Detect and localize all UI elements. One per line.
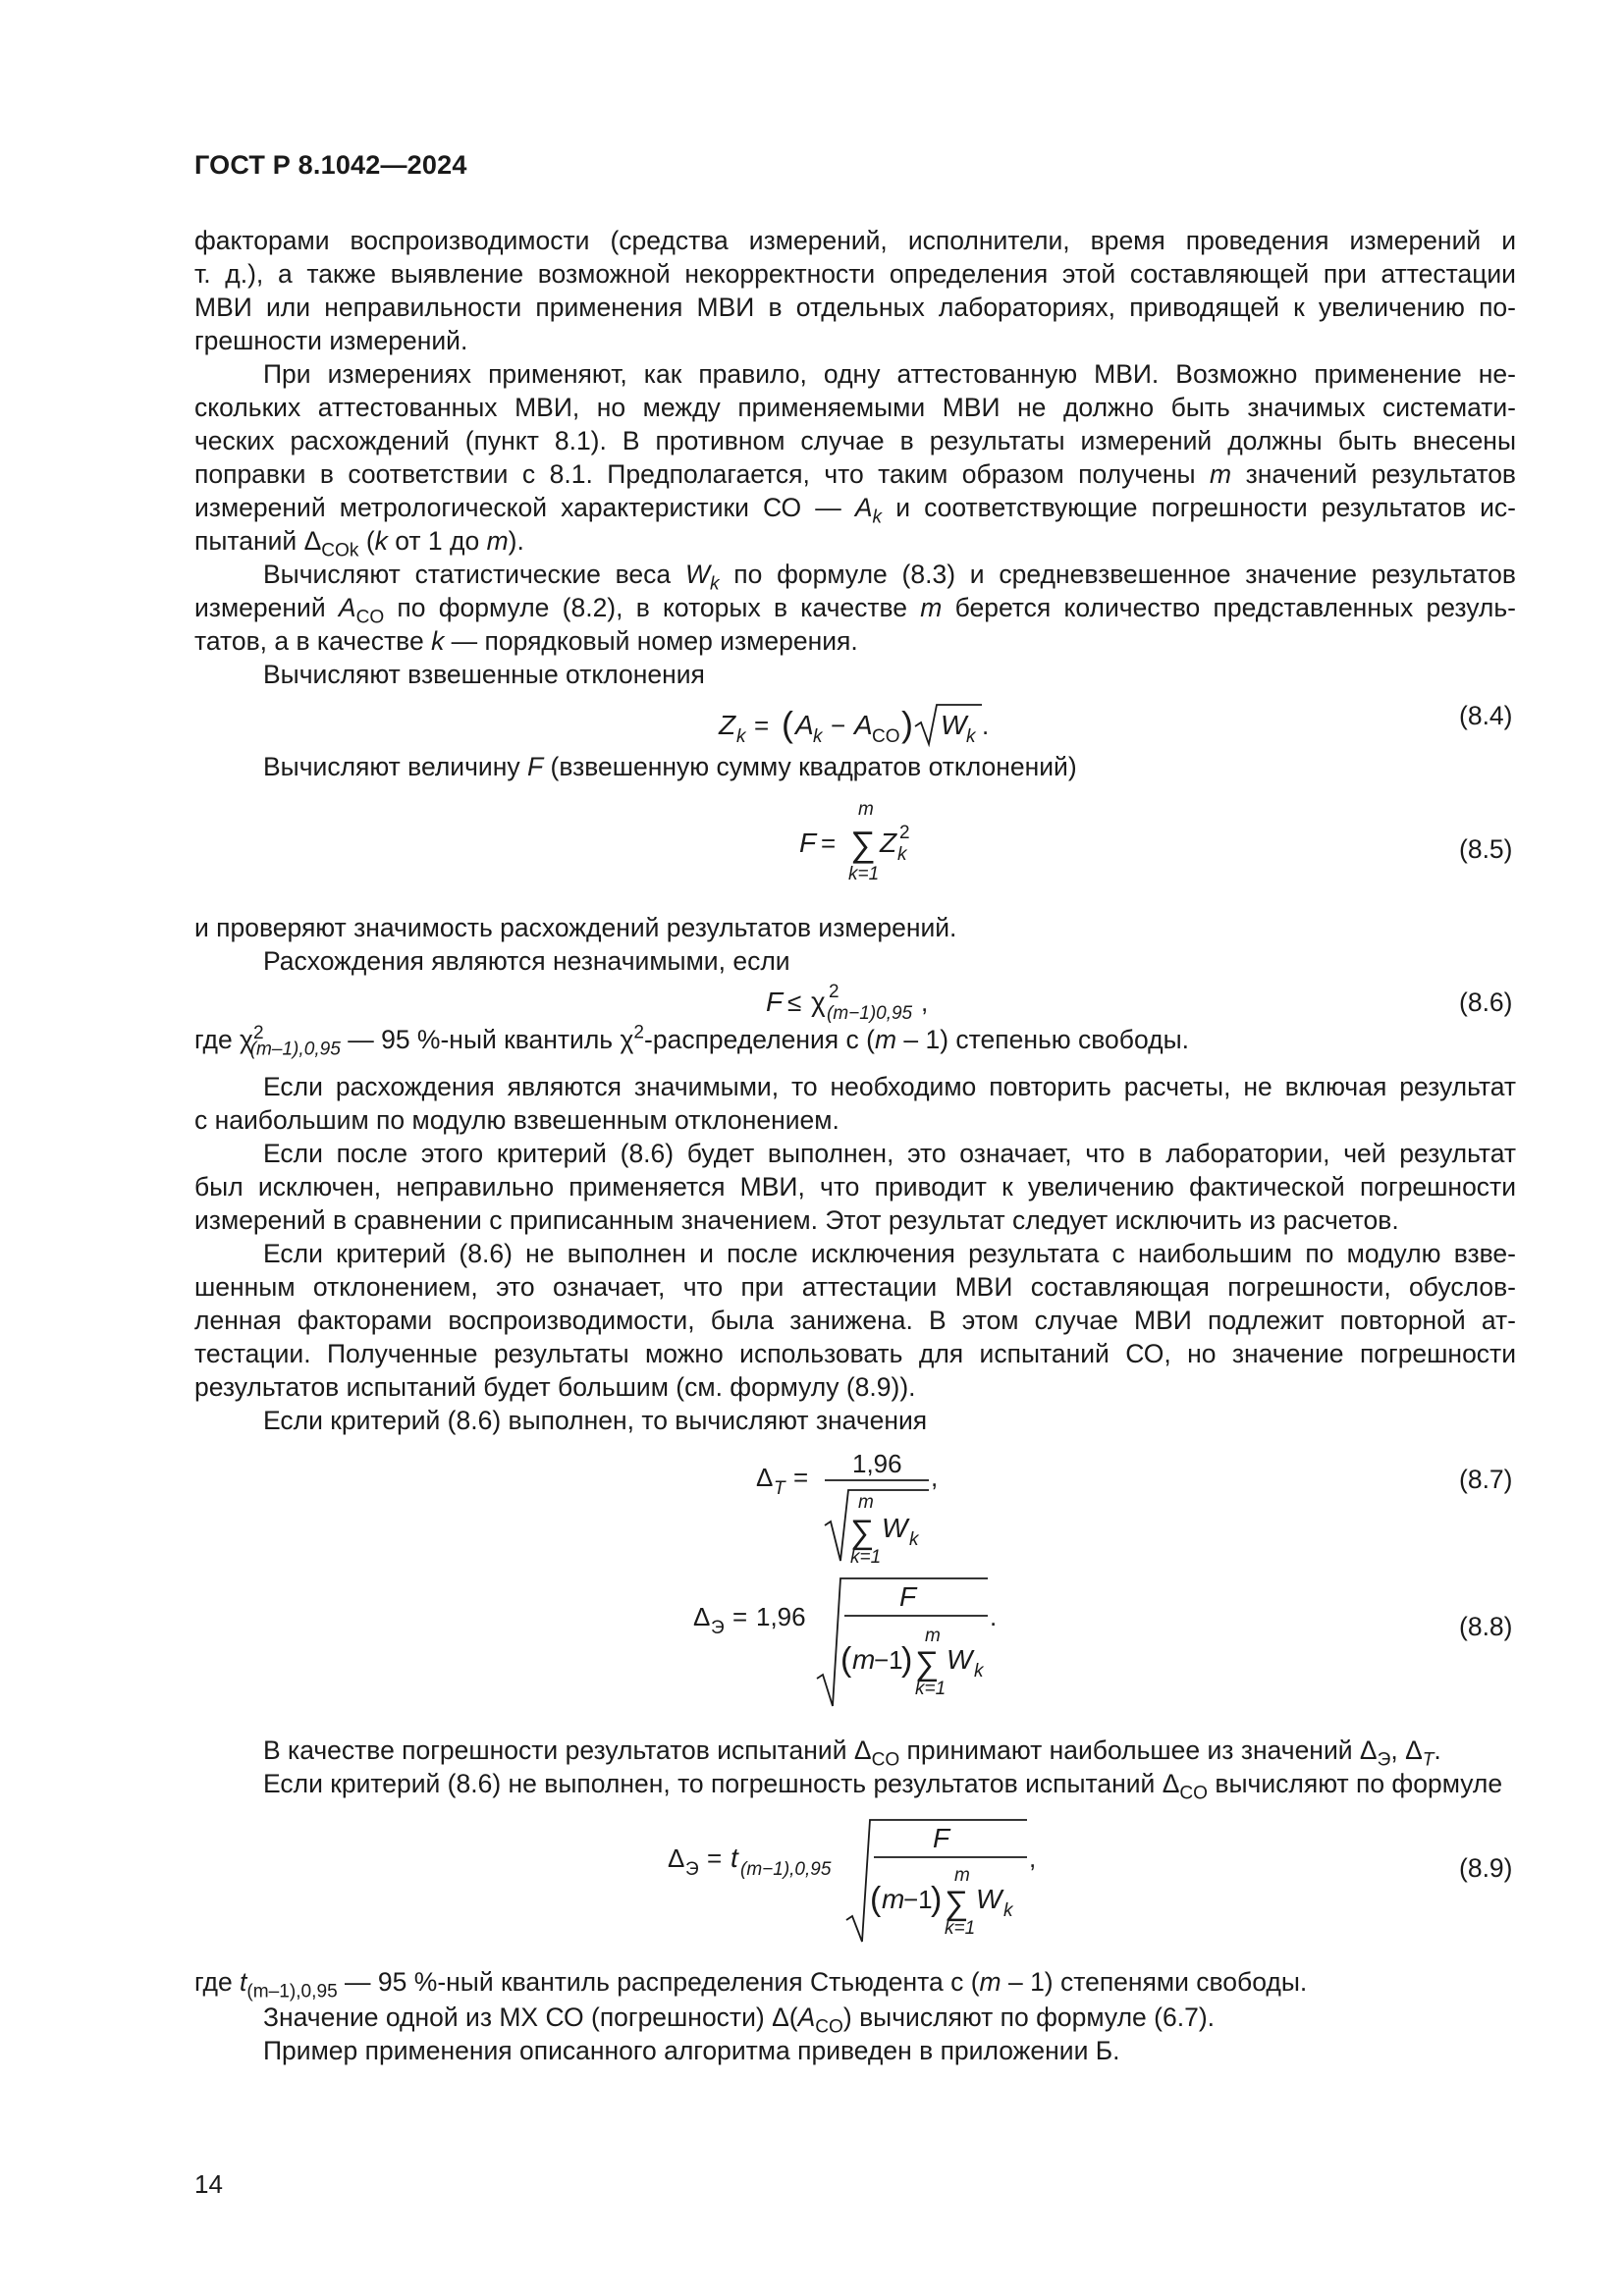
svg-text:Э: Э — [711, 1618, 725, 1638]
text-line: и проверяют значимость расхождений результатов измерений. — [194, 913, 957, 942]
svg-text:m: m — [858, 799, 874, 820]
text-line: Вычисляют величину F (взвешенную сумму квадратов отклонений) — [263, 752, 1077, 781]
svg-text:−: − — [831, 711, 846, 740]
svg-text:.: . — [982, 711, 990, 740]
svg-text:χ: χ — [811, 987, 826, 1017]
text-line: измерений метрологической характеристики СО — $A_k$ и соответствующие погрешности результатов ис- — [194, 493, 1516, 528]
svg-text:=: = — [821, 828, 837, 858]
text-line: шенным отклонением, это означает, что при аттестации МВИ составляющая погрешности, обуслов- — [194, 1272, 1516, 1302]
text-line: грешности измерений. — [194, 326, 468, 355]
text-line: т. д.), а также выявление возможной некорректности определения этой составляющей при аттестации — [194, 259, 1516, 289]
text-line: Если критерий (8.6) не выполнен, то погрешность результатов испытаний $\Delta_{CO}$ вычисляют по формуле — [263, 1769, 1503, 1804]
svg-text:(m−1)0,95: (m−1)0,95 — [827, 1003, 913, 1024]
svg-text:k: k — [736, 726, 746, 747]
text-line: измерений в сравнении с приписанным значением. Этот результат следует исключить из расчетов. — [194, 1205, 1399, 1235]
svg-text:k=1: k=1 — [848, 864, 880, 883]
svg-text:(m−1),0,95: (m−1),0,95 — [740, 1859, 832, 1880]
svg-text:,: , — [931, 1463, 939, 1492]
svg-text:F: F — [899, 1581, 917, 1612]
equation-number: (8.6) — [1459, 988, 1513, 1017]
svg-text:W: W — [941, 710, 967, 740]
text-line: При измерениях применяют, как правило, одну аттестованную МВИ. Возможно применение не- — [263, 359, 1516, 389]
formula-8-4 — [687, 693, 1041, 752]
svg-text:): ) — [901, 1641, 913, 1679]
svg-text:∑: ∑ — [915, 1645, 940, 1682]
paragraph-11 — [194, 1237, 1516, 1404]
equation-number: (8.4) — [1459, 701, 1513, 730]
text-line: поправки в соответствии с 8.1. Предполагается, что таким образом получены m значений результатов — [194, 459, 1517, 489]
text-line: татов, а в качестве k — порядковый номер измерения. — [194, 626, 858, 656]
svg-text:Z: Z — [719, 710, 736, 740]
text-line: был исключен, неправильно применяется МВИ, что приводит к увеличению фактической погрешности — [194, 1172, 1516, 1201]
text-line: Вычисляют взвешенные отклонения — [263, 660, 705, 689]
text-line: Пример применения описанного алгоритма приведен в приложении Б. — [263, 2036, 1120, 2065]
svg-text:(: ( — [870, 1881, 882, 1918]
svg-text:,: , — [1029, 1843, 1037, 1873]
text-line: ленная факторами воспроизводимости, была занижена. В этом случае МВИ подлежит повторной ат- — [194, 1306, 1516, 1335]
svg-text:W: W — [882, 1513, 908, 1543]
svg-text:m: m — [925, 1626, 941, 1646]
svg-text:k=1: k=1 — [915, 1679, 947, 1699]
text-line: МВИ или неправильности применения МВИ в отдельных лабораториях, приводящей к увеличению по- — [194, 293, 1516, 322]
svg-text:=: = — [793, 1463, 809, 1492]
formula-8-8 — [693, 1571, 1017, 1708]
paragraph-1 — [194, 224, 1516, 357]
svg-text:=: = — [732, 1602, 748, 1631]
svg-text:F: F — [933, 1823, 950, 1853]
equation-number: (8.8) — [1459, 1612, 1513, 1641]
text-line: Если критерий (8.6) выполнен, то вычисляют значения — [263, 1406, 928, 1435]
svg-text:Δ: Δ — [668, 1843, 685, 1873]
text-line: Значение одной из МХ СО (погрешности) $\Delta(A_{CO})$ вычисляют по формуле (6.7). — [263, 2002, 1216, 2038]
page-number: 14 — [194, 2169, 223, 2199]
text-line: результатов испытаний будет большим (см. формулу (8.9)). — [194, 1372, 916, 1402]
svg-text:=: = — [707, 1843, 723, 1873]
text-line: ческих расхождений (пункт 8.1). В противном случае в результаты измерений должны быть внесены — [194, 426, 1516, 455]
svg-text:A: A — [795, 710, 814, 740]
svg-text:2: 2 — [829, 982, 839, 1002]
text-line: Если критерий (8.6) не выполнен и после исключения результата с наибольшим по модулю взве- — [263, 1239, 1516, 1268]
equation-number: (8.7) — [1459, 1465, 1513, 1494]
svg-text:A: A — [854, 710, 873, 740]
text-line: с наибольшим по модулю взвешенным отклонением. — [194, 1105, 839, 1135]
svg-text:CO: CO — [872, 726, 900, 747]
svg-text:k: k — [966, 726, 976, 747]
svg-text:Δ: Δ — [756, 1463, 774, 1492]
svg-text:−1: −1 — [903, 1885, 933, 1914]
text-line: тестации. Полученные результаты можно использовать для испытаний СО, но значение погрешности — [194, 1339, 1516, 1368]
paragraph-3 — [194, 558, 1516, 658]
svg-text:=: = — [754, 711, 770, 740]
text-line: измерений $A_{CO}$ по формуле (8.2), в которых в качестве m берется количество представленных резуль- — [194, 593, 1516, 628]
svg-text:Э: Э — [685, 1859, 699, 1880]
svg-text:F: F — [799, 828, 817, 858]
svg-text:(: ( — [782, 704, 793, 744]
svg-text:k=1: k=1 — [850, 1547, 882, 1565]
svg-text:): ) — [901, 704, 913, 744]
text-line: где $\chi^2_{(m-1),0,95}$ — 95 %-ный квантиль $\chi^2$-распределения с (m – 1) степенью свободы. — [194, 1022, 1189, 1060]
svg-text:∑: ∑ — [850, 1514, 875, 1551]
svg-text:Z: Z — [880, 828, 897, 858]
svg-text:m: m — [858, 1492, 874, 1513]
svg-text:m: m — [954, 1865, 970, 1886]
svg-text:2: 2 — [899, 823, 910, 843]
svg-text:): ) — [931, 1881, 943, 1918]
text-line: Вычисляют статистические веса $W_k$ по формуле (8.3) и средневзвешенное значение результатов — [263, 560, 1516, 595]
equation-number: (8.5) — [1459, 834, 1513, 864]
svg-text:k: k — [909, 1529, 919, 1550]
svg-text:≤: ≤ — [787, 988, 802, 1017]
svg-text:t: t — [731, 1842, 738, 1873]
svg-text:.: . — [990, 1602, 998, 1631]
text-line: В качестве погрешности результатов испытаний $\Delta_{CO}$ принимают наибольшее из значений $\Delta_Э$, $\Delta_T$. — [263, 1735, 1441, 1771]
svg-text:m: m — [882, 1884, 905, 1914]
svg-text:Δ: Δ — [693, 1602, 711, 1631]
svg-text:F: F — [766, 987, 784, 1017]
formula-8-5 — [766, 785, 962, 883]
svg-text:k: k — [974, 1661, 984, 1682]
formula-8-6 — [748, 976, 964, 1027]
svg-text:1,96: 1,96 — [756, 1602, 806, 1631]
formula-8-7 — [756, 1443, 972, 1565]
text-line: скольких аттестованных МВИ, но между применяемыми МВИ не должно быть значимых системати- — [194, 393, 1516, 422]
formula-8-9 — [668, 1806, 1060, 1944]
paragraph-2 — [194, 357, 1517, 561]
text-line: Если после этого критерий (8.6) будет выполнен, это означает, что в лаборатории, чей результат — [263, 1139, 1516, 1168]
document-header: ГОСТ Р 8.1042—2024 — [194, 150, 467, 180]
svg-text:,: , — [921, 988, 929, 1017]
text-line: Расхождения являются незначимыми, если — [263, 946, 790, 976]
svg-text:−1: −1 — [874, 1645, 903, 1675]
svg-text:(: ( — [840, 1641, 852, 1679]
paragraph-9 — [194, 1070, 1516, 1137]
svg-text:T: T — [774, 1478, 785, 1499]
equation-number: (8.9) — [1459, 1853, 1513, 1883]
svg-text:k: k — [897, 844, 907, 865]
svg-text:∑: ∑ — [945, 1885, 969, 1922]
text-line: факторами воспроизводимости (средства измерений, исполнители, время проведения измерений и — [194, 226, 1516, 255]
text-line: Если расхождения являются значимыми, то необходимо повторить расчеты, не включая результат — [263, 1072, 1516, 1101]
svg-text:1,96: 1,96 — [852, 1449, 902, 1478]
svg-text:W: W — [947, 1644, 973, 1675]
svg-text:k: k — [1003, 1900, 1013, 1921]
svg-text:k: k — [813, 726, 823, 747]
svg-text:m: m — [852, 1644, 876, 1675]
text-line: где $t_{(m-1),0,95}$ — 95 %-ный квантиль распределения Стьюдента с (m – 1) степенями свободы. — [194, 1967, 1308, 2002]
svg-text:k=1: k=1 — [945, 1918, 976, 1939]
text-line: пытаний $\Delta_{COk}$ (k от 1 до m). — [194, 526, 524, 561]
svg-text:∑: ∑ — [850, 824, 876, 864]
paragraph-10 — [194, 1137, 1516, 1237]
svg-text:W: W — [976, 1884, 1002, 1914]
